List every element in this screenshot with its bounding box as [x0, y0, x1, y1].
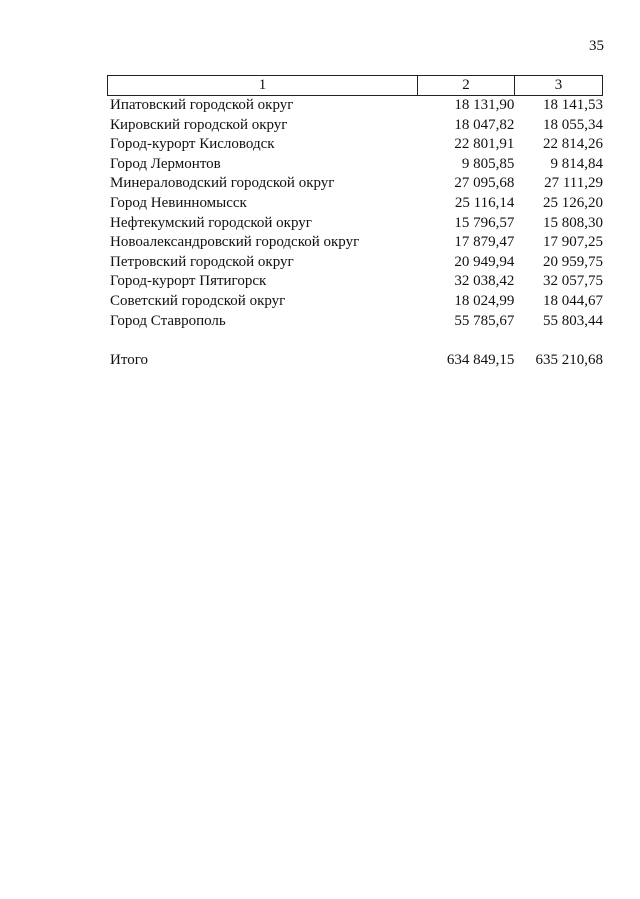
row-value-col3: 9 814,84 — [550, 155, 603, 172]
table-row — [107, 312, 603, 332]
row-value-col2: 17 879,47 — [454, 234, 515, 251]
row-name: Новоалександровский городской округ — [110, 234, 360, 251]
total-value-col3: 635 210,68 — [535, 352, 603, 369]
table-header — [107, 75, 603, 96]
row-value-col2: 55 785,67 — [454, 312, 515, 329]
row-value-col3: 18 044,67 — [543, 292, 603, 309]
table-row — [107, 155, 603, 175]
row-value-col3: 55 803,44 — [543, 312, 603, 329]
table-row — [107, 253, 603, 273]
total-label: Итого — [110, 352, 148, 369]
row-value-col3: 20 959,75 — [543, 253, 603, 270]
table-row — [107, 272, 603, 292]
row-name: Ипатовский городской округ — [110, 97, 294, 113]
row-name: Город-курорт Пятигорск — [110, 273, 267, 290]
table-row — [107, 135, 603, 155]
table-row — [107, 116, 603, 136]
header-col-3: 3 — [554, 77, 563, 93]
table-row — [107, 292, 603, 312]
row-value-col2: 25 116,14 — [454, 194, 515, 211]
row-value-col2: 32 038,42 — [454, 273, 515, 290]
row-name: Кировский городской округ — [110, 116, 288, 133]
row-name: Минераловодский городской округ — [110, 175, 335, 192]
row-name: Советский городской округ — [110, 292, 286, 309]
row-value-col2: 20 949,94 — [454, 253, 515, 270]
table-row — [107, 174, 603, 194]
row-value-col3: 18 055,34 — [543, 116, 603, 133]
row-name: Город Невинномысск — [110, 194, 247, 211]
row-name: Город Лермонтов — [110, 155, 221, 172]
row-value-col2: 18 024,99 — [454, 292, 515, 309]
total-value-col2: 634 849,15 — [446, 352, 515, 369]
row-value-col3: 18 141,53 — [543, 97, 603, 113]
row-value-col3: 25 126,20 — [543, 194, 603, 211]
row-name: Город Ставрополь — [110, 312, 226, 329]
header-col-1: 1 — [108, 76, 418, 95]
row-value-col3: 27 111,29 — [544, 175, 603, 192]
row-value-col2: 27 095,68 — [454, 175, 515, 192]
row-value-col3: 32 057,75 — [543, 273, 603, 290]
table-row — [107, 194, 603, 214]
row-value-col3: 15 808,30 — [543, 214, 603, 231]
row-name: Город-курорт Кисловодск — [110, 136, 275, 153]
row-value-col2: 18 047,82 — [454, 116, 515, 133]
table-row — [107, 214, 603, 234]
row-value-col2: 22 801,91 — [454, 136, 515, 153]
row-value-col2: 18 131,90 — [454, 97, 515, 113]
row-name: Петровский городской округ — [110, 253, 294, 270]
row-value-col2: 9 805,85 — [461, 155, 515, 172]
header-col-2: 2 — [418, 76, 515, 95]
page-number: 35 — [589, 38, 604, 54]
table-row — [107, 233, 603, 253]
total-row — [107, 350, 603, 370]
row-value-col3: 22 814,26 — [543, 136, 603, 153]
table-row — [107, 96, 603, 116]
data-table — [107, 75, 603, 370]
row-name: Нефтекумский городской округ — [110, 214, 312, 231]
row-value-col2: 15 796,57 — [454, 214, 515, 231]
row-value-col3: 17 907,25 — [543, 234, 603, 251]
